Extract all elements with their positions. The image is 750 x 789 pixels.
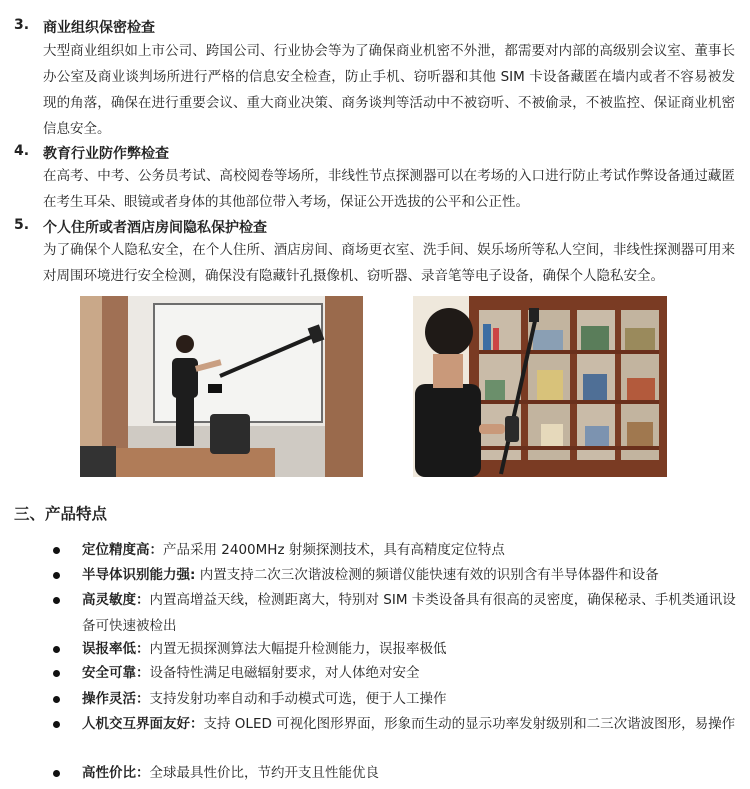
feature-text: 内置无损探测算法大幅提升检测能力，误报率极低 (149, 641, 447, 657)
section-number: 5. (14, 217, 30, 233)
section-title: 教育行业防作弊检查 (43, 146, 169, 162)
photo-bookcase-inspection (413, 296, 667, 477)
feature-text: 产品采用 2400MHz 射频探测技术，具有高精度定位特点 (163, 542, 505, 558)
feature-text: 设备特性满足电磁辐射要求，对人体绝对安全 (149, 665, 420, 681)
feature-label: 误报率低： (82, 641, 150, 657)
bullet-icon (53, 670, 60, 677)
feature-label: 高性价比： (82, 765, 150, 781)
section-title: 商业组织保密检查 (43, 20, 155, 36)
bullet-icon (53, 721, 60, 728)
feature-item (56, 660, 736, 686)
feature-text: 支持发射功率自动和手动模式可选，便于人工操作 (149, 691, 447, 707)
feature-item (56, 562, 736, 588)
feature-label: 定位精度高： (82, 542, 163, 558)
bullet-icon (53, 696, 60, 703)
feature-item (56, 711, 736, 737)
bullet-icon (53, 572, 60, 579)
bullet-icon (53, 597, 60, 604)
features-heading: 三、产品特点 (14, 505, 108, 523)
bullet-icon (53, 547, 60, 554)
feature-label: 操作灵活： (82, 691, 150, 707)
feature-text: 内置支持二次三次谐波检测的频谱仪能快速有效的识别含有半导体器件和设备 (195, 567, 659, 583)
feature-item (56, 537, 736, 563)
section-body: 为了确保个人隐私安全，在个人住所、酒店房间、商场更衣室、洗手间、娱乐场所等私人空间，非线性探测器可用来对周围环境进行安全检测，确保没有隐藏针孔摄像机、窃听器、录音笔等电子设备，确保个人隐私安全。 (43, 242, 735, 284)
feature-label: 半导体识别能力强: (82, 567, 196, 583)
bullet-icon (53, 646, 60, 653)
photo-meeting-room-inspection (80, 296, 363, 477)
feature-label: 高灵敏度： (82, 592, 150, 608)
feature-item (56, 636, 736, 662)
feature-text: 全球最具性价比，节约开支且性能优良 (149, 765, 379, 781)
feature-text: 内置高增益天线，检测距离大，特别对 SIM 卡类设备具有很高的灵密度，确保秘录、手机类通讯设备可快速被检出 (82, 592, 736, 634)
feature-text: 支持 OLED 可视化图形界面，形象而生动的显示功率发射级别和二三次谐波图形，易操作 (203, 716, 736, 732)
feature-item (56, 587, 736, 639)
section-number: 4. (14, 143, 30, 159)
feature-item (56, 686, 736, 712)
feature-label: 安全可靠： (82, 665, 150, 681)
section-number: 3. (14, 17, 30, 33)
section-body: 大型商业组织如上市公司、跨国公司、行业协会等为了确保商业机密不外泄，都需要对内部的高级别会议室、董事长办公室及商业谈判场所进行严格的信息安全检查，防止手机、窃听器和其他 SIM 卡设备藏匿在墙内或者不容易被发现的角落，确保在进行重要会议、重大商业决策、商务谈判等活动中不被窃听、不被偷录，不被监控、保证商业机密信息安全。 (43, 43, 735, 137)
section-title: 个人住所或者酒店房间隐私保护检查 (43, 220, 267, 236)
feature-item (56, 760, 736, 786)
bullet-icon (53, 770, 60, 777)
feature-label: 人机交互界面友好： (82, 716, 204, 732)
section-body: 在高考、中考、公务员考试、高校阅卷等场所，非线性节点探测器可以在考场的入口进行防止考试作弊设备通过藏匿在考生耳朵、眼镜或者身体的其他部位带入考场，保证公开选拔的公平和公正性。 (43, 168, 735, 210)
